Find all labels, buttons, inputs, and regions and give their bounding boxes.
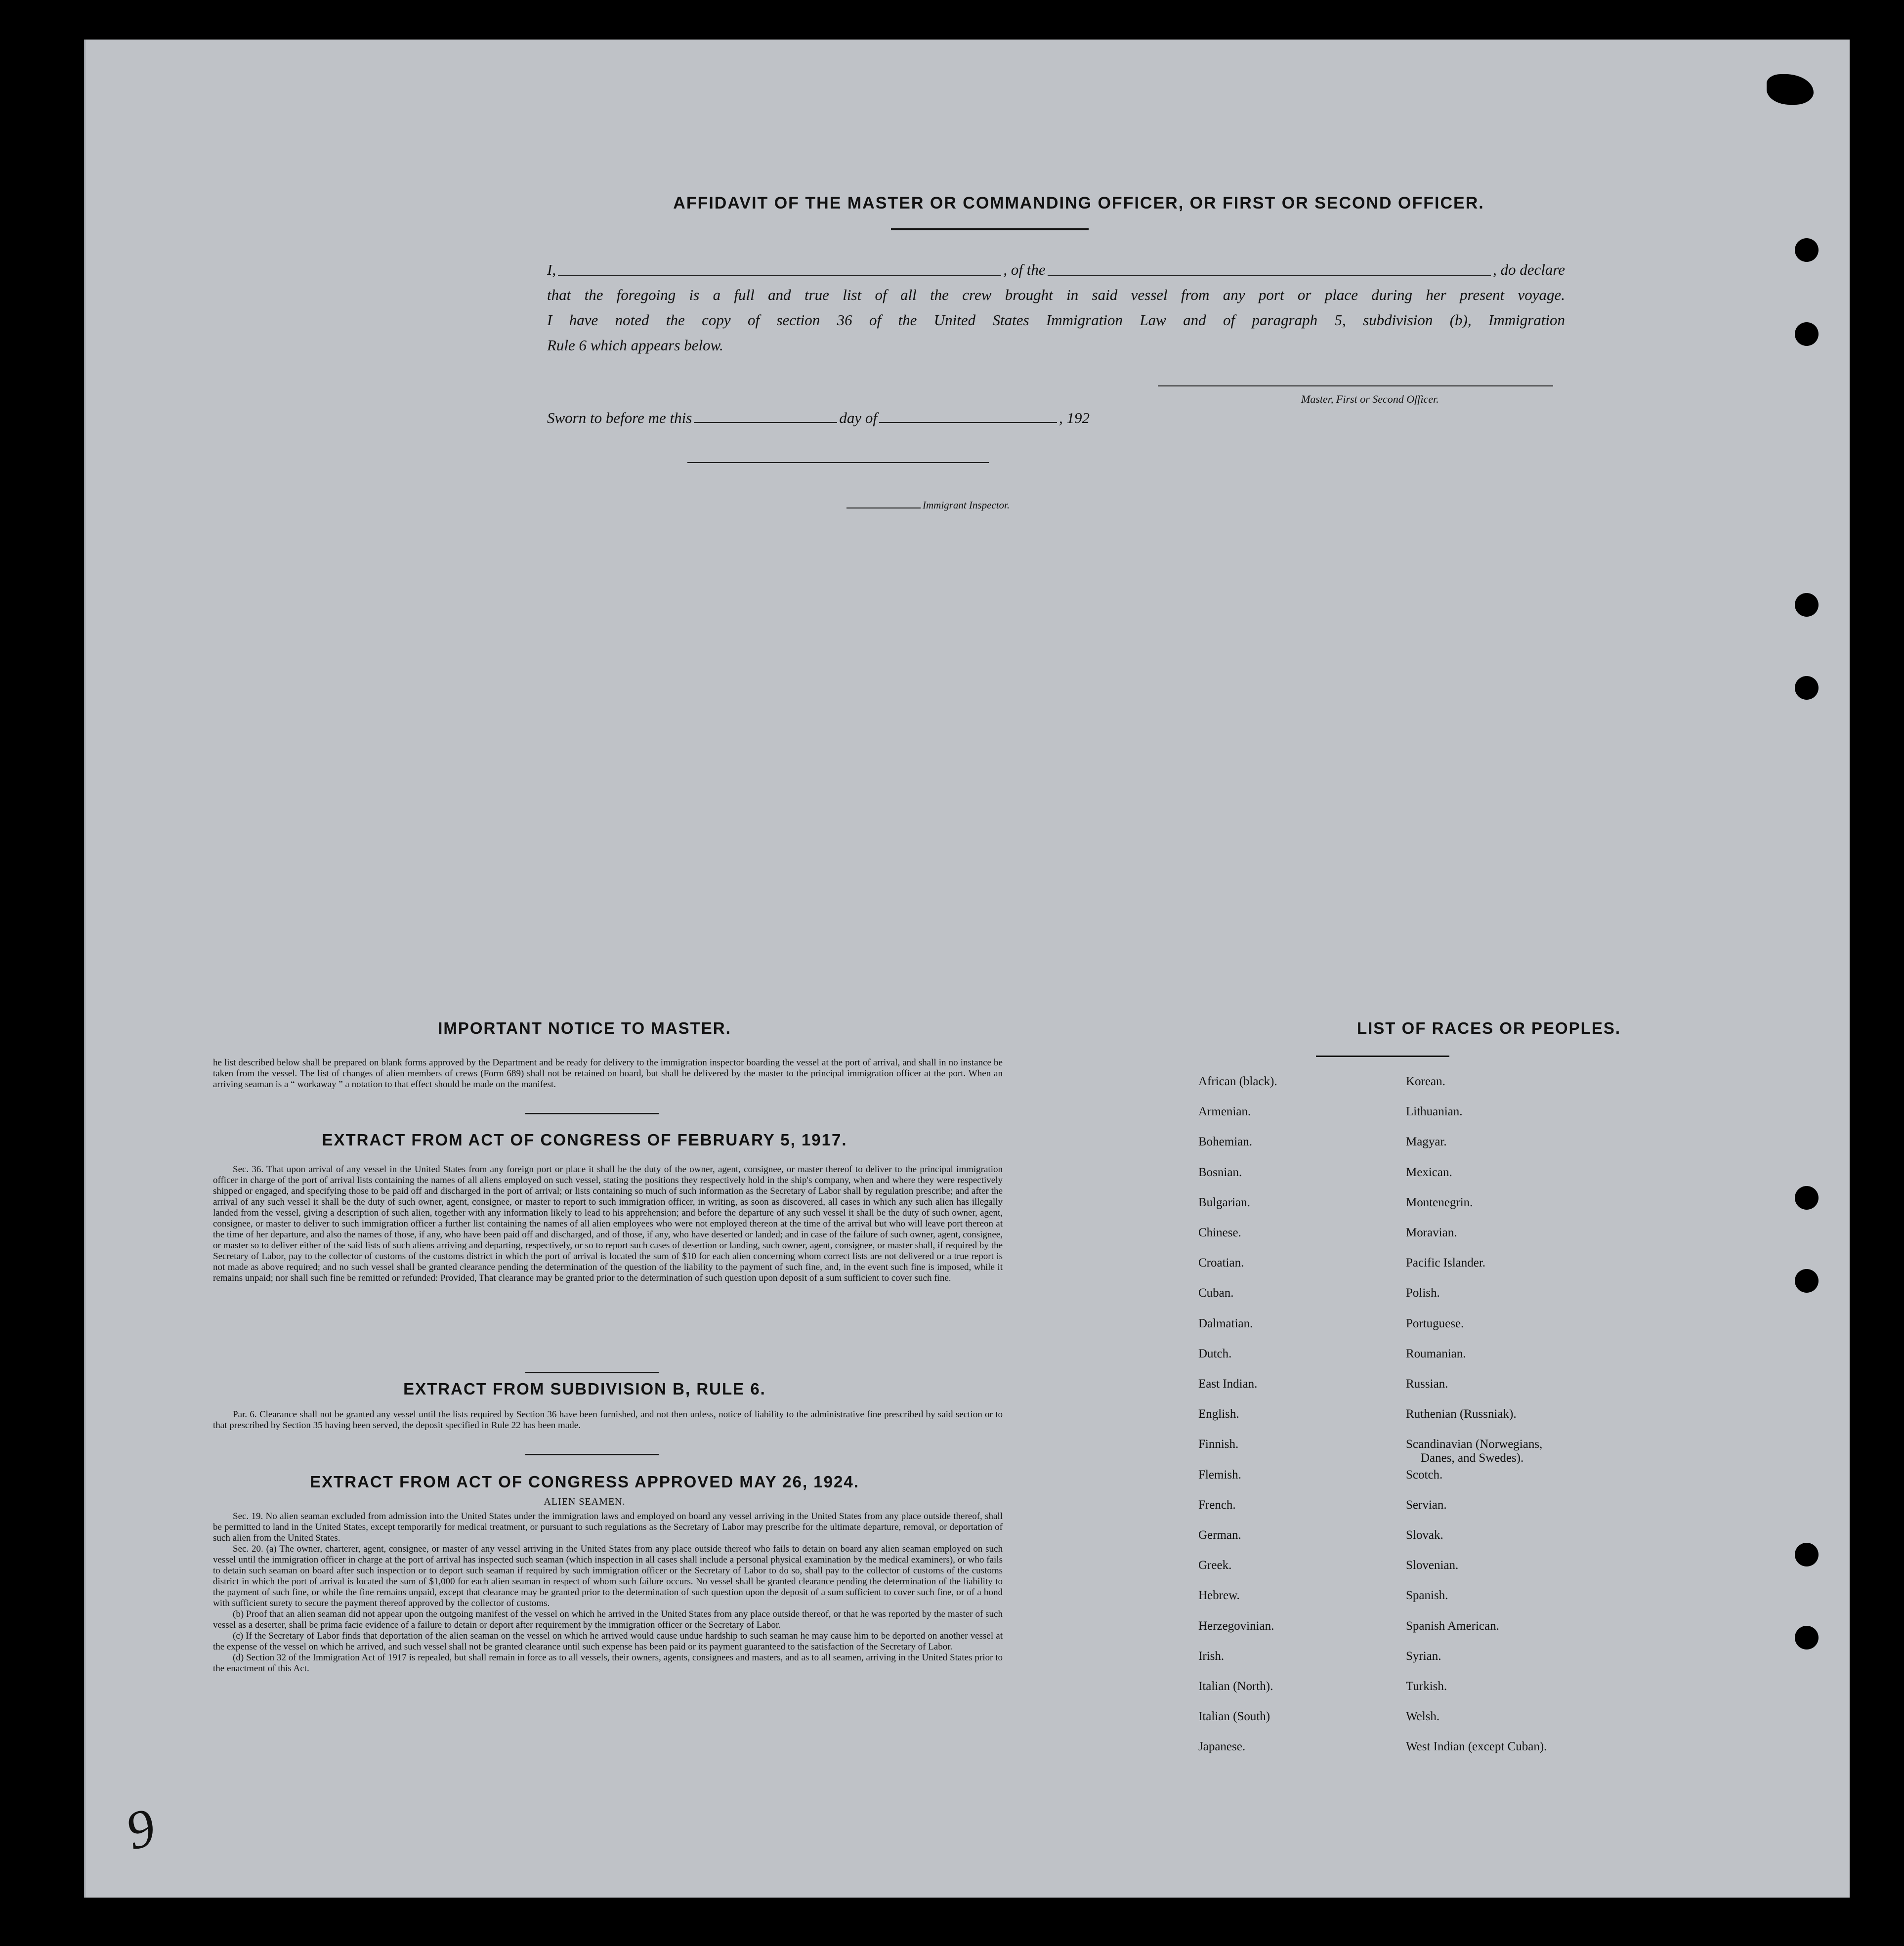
affidavit-line-1: that the foregoing is a full and true list of all the crew brought in said vessel from any port or place during her present voyage. [547, 286, 1565, 303]
race-item: African (black). [1198, 1075, 1277, 1088]
extract-rule6-rule [525, 1454, 659, 1455]
extract-1924-para: (b) Proof that an alien seaman did not appear upon the outgoing manifest of the vessel on which he arrived in the United States from any place outside thereof, or that he was reported by the master of such vessel as a deserter, shall be prima facie evidence of a failure to detain or deport after requirement by the immigration officer or the Secretary of Labor. [213, 1609, 1003, 1630]
race-item: Armenian. [1198, 1105, 1251, 1119]
document-page [84, 40, 1850, 1898]
race-item: East Indian. [1198, 1377, 1258, 1391]
extract-1924-para: (c) If the Secretary of Labor finds that deportation of the alien seaman on the vessel on which he arrived would cause undue hardship to such seaman he may cause him to be deported on another vessel at the expense of the vessel on which he arrived, and such vessel shall not be granted clearance until such expense has been paid or its payment guaranteed to the satisfaction of the Secretary of Labor. [213, 1631, 1003, 1652]
race-item: Bulgarian. [1198, 1195, 1250, 1209]
race-item: Bohemian. [1198, 1135, 1253, 1149]
sworn-month-field[interactable] [879, 422, 1057, 423]
race-item: Flemish. [1198, 1468, 1241, 1481]
master-signature-label: Master, First or Second Officer. [1301, 393, 1439, 405]
race-item: Japanese. [1198, 1740, 1246, 1754]
race-item: Slovenian. [1406, 1559, 1459, 1572]
extract-rule6-text: Par. 6. Clearance shall not be granted any vessel until the lists required by Section 36 have been furnished, and not then unless, notice of liability to the administrative fine prescribed by said section or to that prescribed by Section 35 having been served, the deposit specified in Rule 22 has been made. [213, 1409, 1003, 1431]
extract-1917-rule [525, 1372, 659, 1373]
race-item: Scandinavian (Norwegians, [1406, 1438, 1543, 1451]
master-signature-line[interactable] [1158, 385, 1553, 386]
year-label: , 192 [1058, 409, 1090, 426]
punch-hole [1795, 238, 1819, 262]
race-item: German. [1198, 1528, 1241, 1542]
race-item: English. [1198, 1407, 1239, 1421]
race-item: Italian (South) [1198, 1710, 1270, 1724]
extract-1924-para: (d) Section 32 of the Immigration Act of 1917 is repealed, but shall remain in force as to all vessels, their owners, agents, consignees and masters, and as to all seamen, arriving in the United States prior to the enactment of this Act. [213, 1652, 1003, 1674]
race-item: Croatian. [1198, 1256, 1244, 1270]
race-item: Scotch. [1406, 1468, 1443, 1481]
race-item: Italian (North). [1198, 1680, 1273, 1693]
race-item: Russian. [1406, 1377, 1448, 1391]
race-item: Ruthenian (Russniak). [1406, 1407, 1517, 1421]
corner-mark: 9 [120, 1796, 162, 1862]
extract-1924-title: EXTRACT FROM ACT OF CONGRESS APPROVED MAY 26, 1924. [310, 1473, 859, 1491]
race-item: Lithuanian. [1406, 1105, 1463, 1119]
races-title: LIST OF RACES OR PEOPLES. [1356, 1019, 1621, 1037]
race-item: Servian. [1406, 1498, 1447, 1512]
notice-title: IMPORTANT NOTICE TO MASTER. [438, 1019, 731, 1037]
race-item: Magyar. [1406, 1135, 1447, 1149]
punch-hole [1795, 322, 1819, 346]
race-item: West Indian (except Cuban). [1406, 1740, 1547, 1754]
race-item: Herzegovinian. [1198, 1619, 1274, 1633]
affidavit-line-3: Rule 6 which appears below. [547, 337, 723, 354]
punch-hole [1795, 1543, 1819, 1566]
race-item: French. [1198, 1498, 1236, 1512]
race-item: Korean. [1406, 1075, 1445, 1088]
affidavit-declaration [547, 257, 1565, 358]
race-item: Bosnian. [1198, 1165, 1242, 1179]
race-item: Chinese. [1198, 1226, 1241, 1239]
race-item: Syrian. [1406, 1649, 1441, 1663]
punch-hole [1795, 593, 1819, 617]
extract-1924-para: Sec. 20. (a) The owner, charterer, agent, consignee, or master of any vessel arriving in the United States from any place outside thereof who fails to detain on board any alien seaman employed on such vessel until the immigration officer in charge at the port of arrival has inspected such seaman (which inspection in all cases shall include a personal physical examination by the medical examiners), or who fails to detain such seaman on board after such inspection or to deport such seaman if required by such immigration officer or the Secretary of Labor to do so, shall pay to the collector of customs of the customs district in which the port of arrival is located the sum of $1,000 for each alien seaman in respect of whom such failure occurs. No vessel shall be granted clearance pending the determination of the liability to the payment of such fine, or while the fine remains unpaid, except that clearance may be granted prior to the determination of such question upon the deposit of a sum sufficient to cover such fine, or of a bond with sufficient surety to secure the payment thereof approved by the collector of customs. [213, 1544, 1003, 1608]
race-item: Greek. [1198, 1559, 1232, 1572]
affidavit-title: AFFIDAVIT OF THE MASTER OR COMMANDING OFFICER, OR FIRST OR SECOND OFFICER. [673, 194, 1484, 212]
inspector-label: Immigrant Inspector. [923, 499, 1010, 511]
race-item: Spanish. [1406, 1589, 1448, 1603]
notice-text: he list described below shall be prepared on blank forms approved by the Department and be ready for delivery to the immigration inspector boarding the vessel at the port of arrival, and shall in no instance be taken from the vessel. The list of changes of alien members of crews (Form 689) shall not be retained on board, but shall be delivered by the master to the principal immigration officer at the port. When an arriving seaman is a “ workaway ” a notation to that effect should be made on the manifest. [213, 1058, 1003, 1090]
race-item: Moravian. [1406, 1226, 1457, 1239]
master-name-field[interactable] [558, 257, 1001, 276]
affidavit-line-2: I have noted the copy of section 36 of the United States Immigration Law and of paragraph 5, subdivision (b), Immigration [547, 311, 1565, 329]
vessel-name-field[interactable] [1048, 257, 1491, 276]
race-item: Dalmatian. [1198, 1316, 1253, 1330]
extract-1924-para: Sec. 19. No alien seaman excluded from admission into the United States under the immigration laws and employed on board any vessel arriving in the United States from any place outside thereof, shall be permitted to land in the United States, except temporarily for medical treatment, or pursuant to such regulations as the Secretary of Labor may prescribe for the ultimate departure, removal, or deportation of such alien from the United States. [213, 1511, 1003, 1543]
punch-hole [1795, 1269, 1819, 1293]
inspector-signature-line[interactable] [687, 462, 989, 463]
race-item: Dutch. [1198, 1347, 1232, 1360]
race-item: Irish. [1198, 1649, 1225, 1663]
race-item: Welsh. [1406, 1710, 1440, 1724]
affidavit-i-label: I, [547, 261, 556, 278]
affidavit-do-declare-label: , do declare [1492, 261, 1566, 278]
race-item: Cuban. [1198, 1286, 1234, 1300]
punch-hole [1795, 676, 1819, 700]
day-of-label: day of [839, 409, 877, 426]
sworn-day-field[interactable] [694, 422, 837, 423]
sworn-line [547, 409, 1090, 427]
race-item: Portuguese. [1406, 1316, 1464, 1330]
extract-1924-subtitle: ALIEN SEAMEN. [544, 1496, 626, 1507]
extract-1924-body [213, 1511, 1003, 1674]
inspector-row [846, 499, 1010, 511]
race-item: Finnish. [1198, 1438, 1239, 1451]
notice-rule [525, 1113, 659, 1114]
race-item: Polish. [1406, 1286, 1440, 1300]
race-item: Turkish. [1406, 1680, 1447, 1693]
race-item: Slovak. [1406, 1528, 1443, 1542]
race-item: Hebrew. [1198, 1589, 1240, 1603]
race-item: Montenegrin. [1406, 1195, 1473, 1209]
race-item: Pacific Islander. [1406, 1256, 1486, 1270]
punch-hole [1795, 1626, 1819, 1650]
extract-1917-title: EXTRACT FROM ACT OF CONGRESS OF FEBRUARY 5, 1917. [322, 1131, 847, 1149]
affidavit-of-the-label: , of the [1003, 261, 1046, 278]
extract-rule6-title: EXTRACT FROM SUBDIVISION B, RULE 6. [403, 1380, 766, 1398]
races-title-rule [1316, 1056, 1449, 1057]
sworn-label: Sworn to before me this [547, 409, 692, 426]
race-item: Spanish American. [1406, 1619, 1499, 1633]
punch-hole [1795, 1186, 1819, 1210]
race-item: Roumanian. [1406, 1347, 1466, 1360]
affidavit-title-rule [891, 228, 1089, 230]
extract-1917-text: Sec. 36. That upon arrival of any vessel in the United States from any foreign port or place it shall be the duty of the owner, agent, consignee, or master thereof to deliver to the principal immigration officer in charge of the port of arrival lists containing the names of all aliens employed on such vessel, stating the positions they respectively hold in the ship's company, when and where they were respectively shipped or engaged, and specifying those to be paid off and discharged in the port of arrival; or lists containing so much of such information as the Secretary of Labor shall by regulation prescribe; and after the arrival of any such vessel it shall be the duty of such owner, agent, consignee, or master to report to such immigration officer, in writing, as soon as discovered, all cases in which any such alien has illegally landed from the vessel, giving a description of such alien, together with any information likely to lead to his apprehension; and before the departure of any such vessel it shall be the duty of such owner, agent, consignee, or master to deliver to such immigration officer a further list containing the names of all alien employees who were not employed thereon at the time of the arrival but who will leave port thereon at the time of her departure, and also the names of those, if any, who have been paid off and discharged, and of those, if any, who have deserted or landed; and in case of the failure of such owner, agent, consignee, or master so to deliver either of the said lists of such aliens arriving and departing, respectively, or so to report such cases of desertion or landing, such owner, agent, consignee, or master shall, if required by the Secretary of Labor, pay to the collector of customs of the customs district in which the port of arrival is located the sum of $10 for each alien concerning whom correct lists are not delivered or a true report is not made as above required; and no such vessel shall be granted clearance pending the determination of the question of the liability to the payment of such fine, and, in the event such fine is imposed, while it remains unpaid; nor shall such fine be remitted or refunded: Provided, That clearance may be granted prior to the determination of such question upon deposit of a sum sufficient to cover such fine. [213, 1164, 1003, 1283]
race-item: Mexican. [1406, 1165, 1452, 1179]
race-item: Danes, and Swedes). [1421, 1451, 1524, 1465]
